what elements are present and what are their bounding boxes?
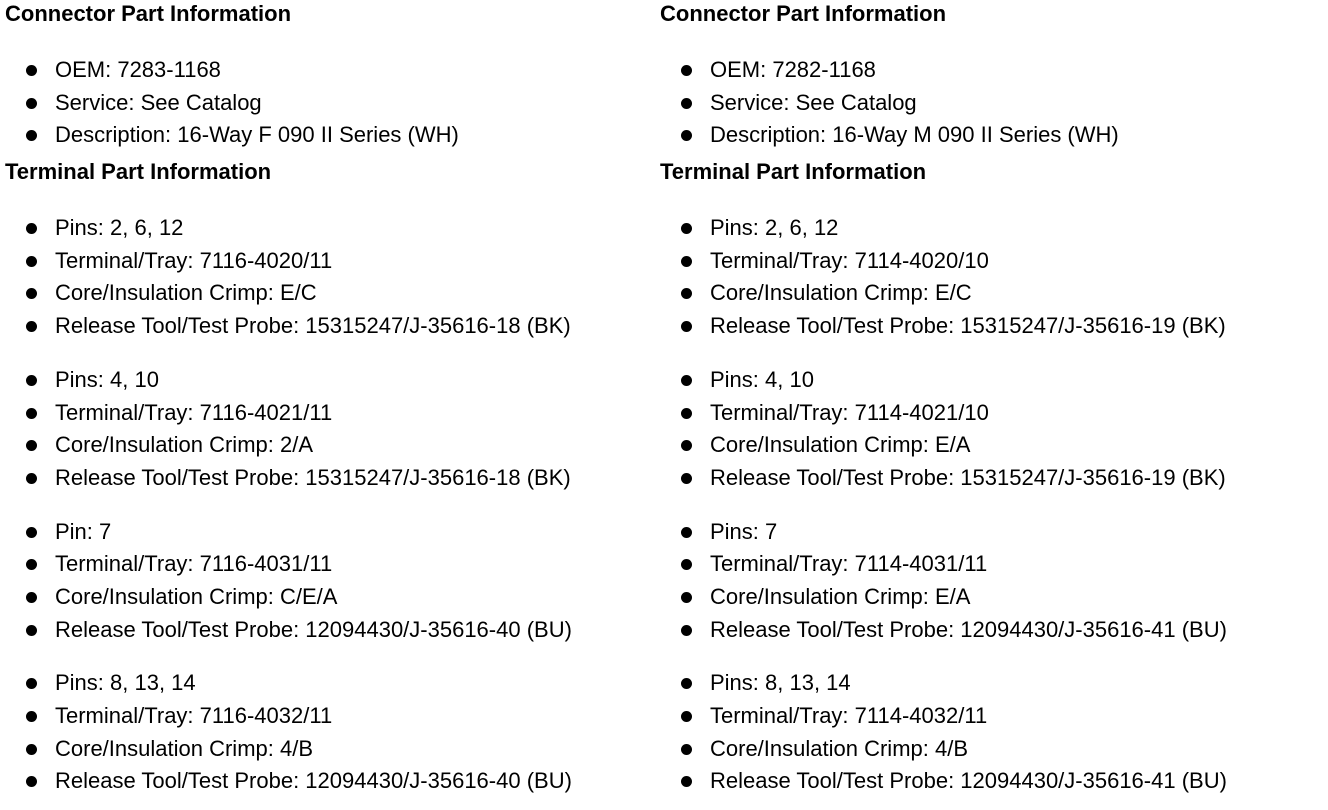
list-item	[660, 581, 1325, 614]
bullet-icon	[26, 288, 37, 299]
list-item	[5, 548, 655, 581]
bullet-icon	[681, 473, 692, 484]
terminal-group	[5, 667, 655, 798]
bullet-icon	[681, 98, 692, 109]
list-item	[5, 54, 655, 87]
list-item	[660, 54, 1325, 87]
item-text: Terminal/Tray: 7116-4031/11	[55, 551, 333, 577]
bullet-icon	[681, 288, 692, 299]
bullet-icon	[26, 559, 37, 570]
list-item	[5, 516, 655, 549]
item-text: Release Tool/Test Probe: 15315247/J-35616-19 (BK)	[710, 464, 1226, 490]
bullet-icon	[26, 65, 37, 76]
bullet-icon	[26, 256, 37, 267]
terminal-group	[5, 364, 655, 495]
item-text: Terminal/Tray: 7114-4031/11	[710, 551, 988, 577]
item-text: OEM: 7283-1168	[55, 57, 221, 82]
list-item	[660, 765, 1325, 798]
item-text: Core/Insulation Crimp: 2/A	[55, 432, 313, 458]
item-text: Service: See Catalog	[55, 89, 262, 115]
bullet-icon	[681, 744, 692, 755]
item-text: Pins: 2, 6, 12	[55, 215, 184, 241]
connector-heading: Connector Part Information	[660, 1, 947, 26]
terminal-group	[5, 516, 655, 647]
item-text: Pins: 7	[710, 518, 778, 544]
bullet-icon	[681, 625, 692, 636]
list-item	[660, 212, 1325, 245]
bullet-icon	[681, 678, 692, 689]
item-text: Release Tool/Test Probe: 15315247/J-35616-18 (BK)	[55, 313, 571, 339]
item-text: Core/Insulation Crimp: E/A	[710, 583, 971, 609]
list-item	[5, 119, 655, 152]
bullet-icon	[681, 375, 692, 386]
bullet-icon	[26, 223, 37, 234]
bullet-icon	[681, 65, 692, 76]
item-text: Pins: 8, 13, 14	[710, 670, 851, 696]
item-text: Terminal/Tray: 7116-4021/11	[55, 399, 333, 425]
item-text: Pins: 8, 13, 14	[55, 670, 196, 696]
list-item	[5, 765, 655, 798]
item-text: Release Tool/Test Probe: 15315247/J-35616-18 (BK)	[55, 464, 571, 490]
bullet-icon	[26, 527, 37, 538]
list-item	[660, 548, 1325, 581]
list-item	[660, 614, 1325, 647]
item-text: Pins: 4, 10	[55, 366, 159, 392]
list-item	[660, 397, 1325, 430]
list-item	[660, 733, 1325, 766]
list-item	[5, 581, 655, 614]
list-item	[5, 87, 655, 120]
item-text: Release Tool/Test Probe: 12094430/J-35616-41 (BU)	[710, 616, 1227, 642]
item-text: Core/Insulation Crimp: E/C	[55, 280, 317, 306]
list-item	[5, 462, 655, 495]
bullet-icon	[26, 375, 37, 386]
item-text: Service: See Catalog	[710, 89, 917, 115]
terminal-group	[660, 516, 1325, 647]
bullet-icon	[26, 592, 37, 603]
bullet-icon	[681, 408, 692, 419]
left-column	[5, 0, 655, 798]
item-text: Core/Insulation Crimp: E/C	[710, 280, 972, 306]
bullet-icon	[681, 321, 692, 332]
bullet-icon	[681, 527, 692, 538]
bullet-icon	[26, 98, 37, 109]
bullet-icon	[681, 559, 692, 570]
terminal-group	[660, 212, 1325, 343]
terminal-heading: Terminal Part Information	[660, 159, 927, 185]
bullet-icon	[26, 776, 37, 787]
list-item	[660, 277, 1325, 310]
list-item	[660, 364, 1325, 397]
item-text: Core/Insulation Crimp: E/A	[710, 432, 971, 458]
bullet-icon	[681, 711, 692, 722]
item-text: Core/Insulation Crimp: 4/B	[710, 735, 968, 761]
right-column	[660, 0, 1325, 798]
terminal-group	[5, 212, 655, 343]
list-item	[660, 310, 1325, 343]
item-text: Description: 16-Way M 090 II Series (WH)	[710, 122, 1119, 148]
list-item	[660, 700, 1325, 733]
bullet-icon	[681, 223, 692, 234]
item-text: OEM: 7282-1168	[710, 57, 876, 82]
list-item	[660, 667, 1325, 700]
list-item	[5, 310, 655, 343]
connector-list	[660, 54, 1325, 152]
item-text: Release Tool/Test Probe: 12094430/J-35616-40 (BU)	[55, 616, 572, 642]
item-text: Release Tool/Test Probe: 12094430/J-35616-41 (BU)	[710, 768, 1227, 794]
item-text: Release Tool/Test Probe: 15315247/J-35616-19 (BK)	[710, 313, 1226, 339]
terminal-heading: Terminal Part Information	[5, 159, 272, 185]
bullet-icon	[681, 776, 692, 787]
list-item	[5, 429, 655, 462]
bullet-icon	[681, 592, 692, 603]
bullet-icon	[26, 744, 37, 755]
list-item	[5, 733, 655, 766]
list-item	[5, 245, 655, 278]
list-item	[660, 516, 1325, 549]
list-item	[660, 87, 1325, 120]
list-item	[5, 364, 655, 397]
list-item	[660, 462, 1325, 495]
bullet-icon	[681, 440, 692, 451]
list-item	[5, 614, 655, 647]
bullet-icon	[681, 130, 692, 141]
bullet-icon	[26, 440, 37, 451]
list-item	[660, 245, 1325, 278]
list-item	[5, 397, 655, 430]
bullet-icon	[26, 625, 37, 636]
terminal-group	[660, 667, 1325, 798]
item-text: Release Tool/Test Probe: 12094430/J-35616-40 (BU)	[55, 768, 572, 794]
item-text: Pins: 2, 6, 12	[710, 215, 839, 241]
item-text: Terminal/Tray: 7114-4032/11	[710, 703, 988, 728]
terminal-group	[660, 364, 1325, 495]
bullet-icon	[26, 711, 37, 722]
list-item	[5, 212, 655, 245]
item-text: Terminal/Tray: 7114-4021/10	[710, 399, 989, 425]
bullet-icon	[26, 321, 37, 332]
item-text: Core/Insulation Crimp: 4/B	[55, 735, 313, 761]
list-item	[5, 667, 655, 700]
bullet-icon	[681, 256, 692, 267]
item-text: Pins: 4, 10	[710, 366, 814, 392]
bullet-icon	[26, 678, 37, 689]
item-text: Pin: 7	[55, 518, 112, 544]
item-text: Terminal/Tray: 7114-4020/10	[710, 247, 989, 273]
list-item	[5, 277, 655, 310]
bullet-icon	[26, 130, 37, 141]
item-text: Terminal/Tray: 7116-4032/11	[55, 703, 333, 728]
connector-list	[5, 54, 655, 152]
list-item	[660, 119, 1325, 152]
item-text: Core/Insulation Crimp: C/E/A	[55, 583, 338, 609]
connector-heading: Connector Part Information	[5, 1, 292, 26]
bullet-icon	[26, 473, 37, 484]
list-item	[5, 700, 655, 733]
item-text: Description: 16-Way F 090 II Series (WH)	[55, 122, 459, 148]
item-text: Terminal/Tray: 7116-4020/11	[55, 247, 333, 273]
list-item	[660, 429, 1325, 462]
bullet-icon	[26, 408, 37, 419]
